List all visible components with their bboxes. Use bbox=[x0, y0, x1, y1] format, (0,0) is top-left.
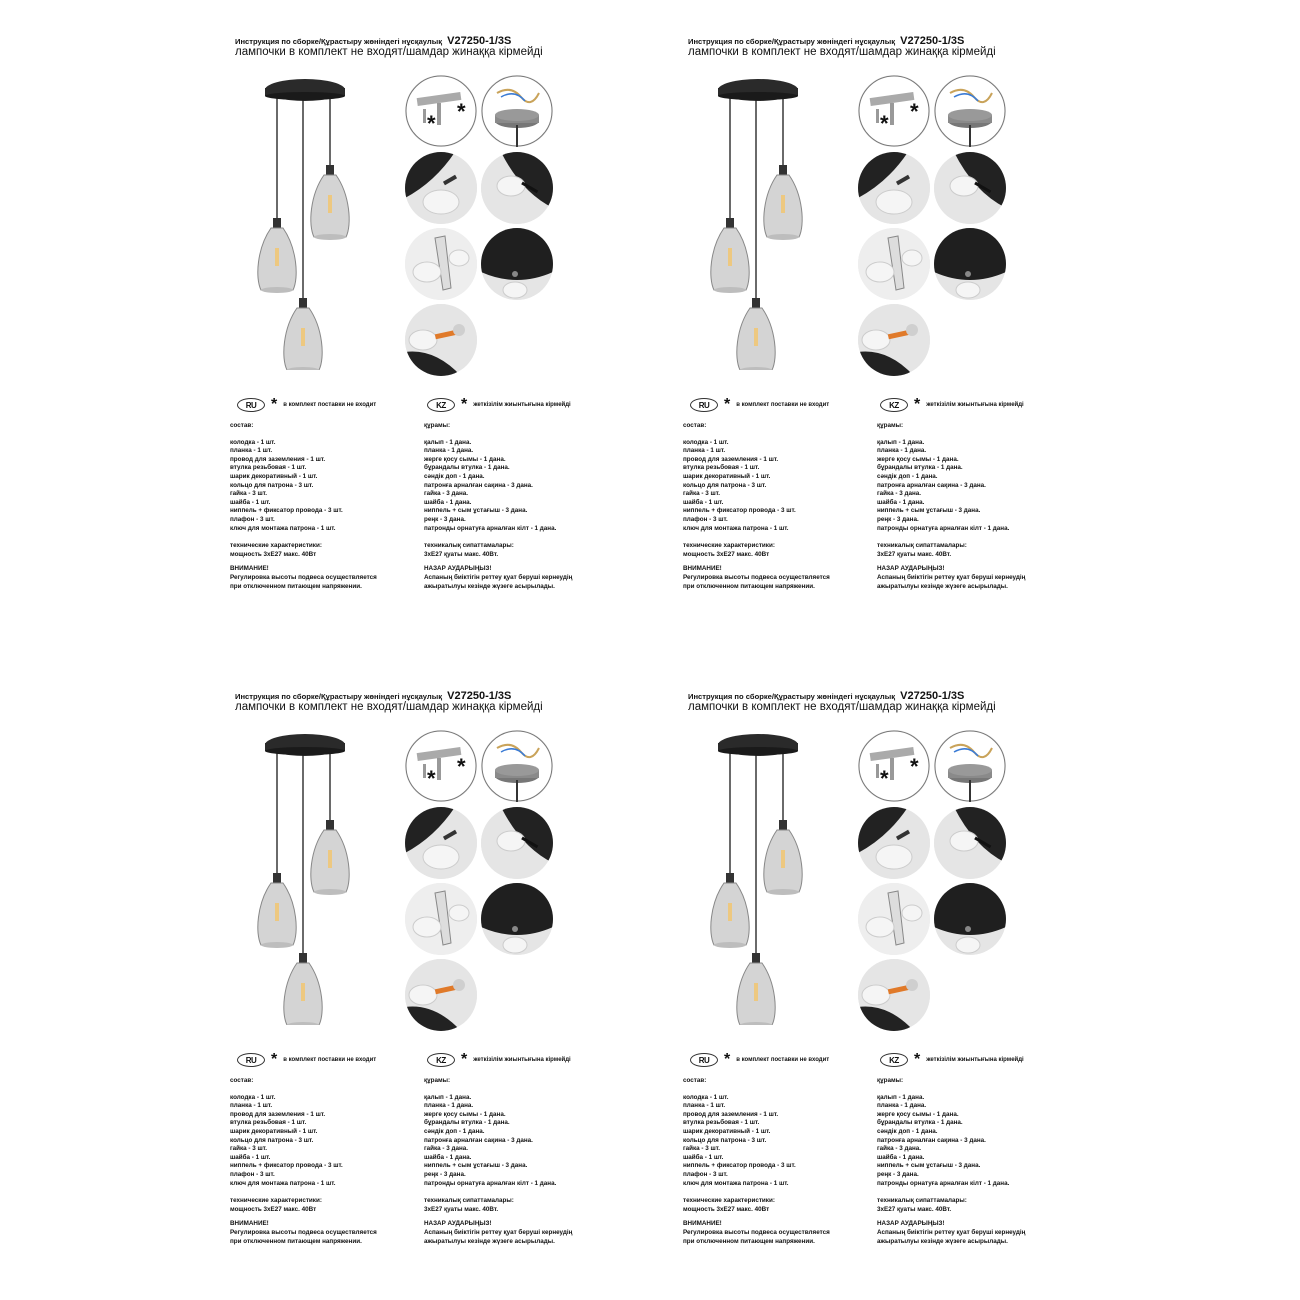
list-item: планка - 1 дана. bbox=[424, 1102, 474, 1110]
list-item: қалып - 1 дана. bbox=[877, 1093, 925, 1101]
ru-specs-value: мощность 3хЕ27 макс. 40Вт bbox=[230, 550, 317, 558]
hand-assembly-photo bbox=[481, 883, 553, 955]
mounting-bracket-icon bbox=[405, 730, 477, 802]
list-item: гайка - 3 шт. bbox=[230, 1145, 268, 1153]
list-item: жерге қосу сымы - 1 дана. bbox=[424, 1110, 506, 1118]
hand-assembly-photo bbox=[405, 959, 477, 1031]
list-item: колодка - 1 шт. bbox=[683, 438, 729, 446]
ru-header bbox=[690, 1053, 829, 1067]
list-item: қалып - 1 дана. bbox=[424, 1093, 472, 1101]
list-item: жерге қосу сымы - 1 дана. bbox=[877, 1110, 959, 1118]
kz-column bbox=[424, 422, 572, 591]
list-item: гайка - 3 шт. bbox=[683, 490, 721, 498]
ru-specs-label: технические характеристики: bbox=[683, 1197, 775, 1205]
list-item: шайба - 1 шт. bbox=[683, 498, 724, 506]
hand-assembly-photo bbox=[405, 807, 477, 879]
hand-assembly-photo bbox=[934, 807, 1006, 879]
kz-warning-line1: Аспаның биіктігін реттеу қуат беруші кернеудің bbox=[877, 573, 1026, 581]
list-item: провод для заземления - 1 шт. bbox=[683, 1110, 779, 1118]
mounting-bracket-icon bbox=[858, 730, 930, 802]
list-item: сәндік доп - 1 дана. bbox=[424, 472, 485, 480]
svg-text:*: * bbox=[910, 99, 919, 124]
list-item: шайба - 1 дана. bbox=[424, 498, 472, 506]
ceiling-canopy-icon bbox=[481, 730, 553, 802]
list-item: кольцо для патрона - 3 шт. bbox=[230, 481, 314, 489]
hand-assembly-photo bbox=[405, 152, 477, 224]
kz-composition-label: құрамы: bbox=[877, 422, 904, 429]
kz-warning-label: НАЗАР АУДАРЫҢЫЗ! bbox=[424, 565, 492, 573]
kz-column bbox=[877, 422, 1025, 591]
ru-note: в комплект поставки не входит bbox=[736, 1057, 830, 1063]
ru-badge: RU bbox=[690, 1053, 718, 1067]
model-number: V27250-1/3S bbox=[447, 35, 512, 47]
kz-specs-value: 3хЕ27 қуаты макс. 40Вт. bbox=[424, 1205, 499, 1213]
list-item: патронға арналған сақина - 3 дана. bbox=[424, 1136, 533, 1144]
hand-assembly-photo bbox=[934, 228, 1006, 300]
assembly-steps bbox=[405, 730, 561, 1030]
list-item: ключ для монтажа патрона - 1 шт. bbox=[683, 524, 789, 532]
kz-badge: KZ bbox=[880, 398, 908, 412]
list-item: планка - 1 шт. bbox=[683, 1102, 726, 1110]
list-item: провод для заземления - 1 шт. bbox=[230, 455, 326, 463]
list-item: ниппель + фиксатор провода - 3 шт. bbox=[683, 507, 796, 515]
asterisk-icon: * bbox=[914, 396, 921, 413]
asterisk-icon: * bbox=[271, 1051, 278, 1068]
kz-warning-line1: Аспаның биіктігін реттеу қуат беруші кернеудің bbox=[424, 1228, 573, 1236]
list-item: шайба - 1 шт. bbox=[683, 1153, 724, 1161]
title-text: Инструкция по сборке/Құрастыру жөніндегі нұсқаулық bbox=[688, 692, 896, 701]
ru-items bbox=[230, 1094, 377, 1189]
list-item: шайба - 1 дана. bbox=[877, 498, 925, 506]
list-item: плафон - 3 шт. bbox=[230, 515, 275, 523]
list-item: втулка резьбовая - 1 шт. bbox=[683, 464, 760, 472]
list-item: гайка - 3 шт. bbox=[230, 490, 268, 498]
model-number: V27250-1/3S bbox=[447, 690, 512, 702]
instruction-sheet bbox=[195, 655, 635, 1255]
hand-assembly-photo bbox=[858, 304, 930, 376]
ru-badge: RU bbox=[690, 398, 718, 412]
list-item: планка - 1 шт. bbox=[683, 447, 726, 455]
kz-warning-line2: ажыратылуы кезінде жүзеге асырылады. bbox=[424, 582, 555, 590]
kz-badge: KZ bbox=[880, 1053, 908, 1067]
list-item: қалып - 1 дана. bbox=[877, 438, 925, 446]
kz-composition-label: құрамы: bbox=[424, 1077, 451, 1084]
ru-composition-label: состав: bbox=[230, 422, 254, 429]
assembly-steps bbox=[405, 75, 561, 375]
hand-assembly-photo bbox=[405, 883, 477, 955]
list-item: ниппель + сым ұстағыш - 3 дана. bbox=[424, 507, 528, 515]
list-item: сәндік доп - 1 дана. bbox=[877, 472, 938, 480]
hand-assembly-photo bbox=[858, 959, 930, 1031]
list-item: ниппель + фиксатор провода - 3 шт. bbox=[230, 507, 343, 515]
list-item: шарик декоративный - 1 шт. bbox=[683, 472, 771, 480]
kz-composition-label: құрамы: bbox=[877, 1077, 904, 1084]
list-item: реңк - 3 дана. bbox=[424, 1170, 466, 1178]
asterisk-icon: * bbox=[461, 396, 468, 413]
list-item: патронды орнатуға арналған кілт - 1 дана. bbox=[424, 524, 557, 532]
sheet-subtitle: лампочки в комплект не входят/шамдар жинаққа кірмейді bbox=[235, 701, 543, 713]
list-item: шайба - 1 шт. bbox=[230, 1153, 271, 1161]
hand-assembly-photo bbox=[858, 152, 930, 224]
list-item: шайба - 1 дана. bbox=[424, 1153, 472, 1161]
list-item: планка - 1 шт. bbox=[230, 1102, 273, 1110]
list-item: планка - 1 шт. bbox=[230, 447, 273, 455]
list-item: кольцо для патрона - 3 шт. bbox=[683, 481, 767, 489]
ru-warning-label: ВНИМАНИЕ! bbox=[683, 1220, 722, 1228]
list-item: провод для заземления - 1 шт. bbox=[230, 1110, 326, 1118]
kz-composition-label: құрамы: bbox=[424, 422, 451, 429]
list-item: патронға арналған сақина - 3 дана. bbox=[877, 1136, 986, 1144]
kz-items bbox=[424, 1094, 572, 1189]
list-item: реңк - 3 дана. bbox=[424, 515, 466, 523]
list-item: реңк - 3 дана. bbox=[877, 1170, 919, 1178]
hand-assembly-photo bbox=[858, 883, 930, 955]
list-item: бұрандалы втулка - 1 дана. bbox=[424, 464, 510, 472]
kz-note: жеткізілім жиынтығына кірмейді bbox=[926, 402, 1024, 408]
ru-header bbox=[237, 1053, 376, 1067]
list-item: қалып - 1 дана. bbox=[424, 438, 472, 446]
ru-warning-line2: при отключенном питающем напряжении. bbox=[683, 1237, 815, 1245]
list-item: гайка - 3 дана. bbox=[424, 1145, 469, 1153]
instruction-sheet bbox=[195, 0, 635, 600]
list-item: шарик декоративный - 1 шт. bbox=[230, 1127, 318, 1135]
asterisk-icon: * bbox=[914, 1051, 921, 1068]
list-item: бұрандалы втулка - 1 дана. bbox=[877, 1119, 963, 1127]
list-item: ниппель + сым ұстағыш - 3 дана. bbox=[877, 1162, 981, 1170]
ru-warning-line2: при отключенном питающем напряжении. bbox=[230, 582, 362, 590]
kz-note: жеткізілім жиынтығына кірмейді bbox=[473, 402, 571, 408]
list-item: шайба - 1 дана. bbox=[877, 1153, 925, 1161]
kz-items bbox=[877, 1094, 1025, 1189]
ceiling-canopy-icon bbox=[934, 730, 1006, 802]
kz-note: жеткізілім жиынтығына кірмейді bbox=[926, 1057, 1024, 1063]
list-item: кольцо для патрона - 3 шт. bbox=[683, 1136, 767, 1144]
sheet-subtitle: лампочки в комплект не входят/шамдар жинаққа кірмейді bbox=[688, 701, 996, 713]
ru-badge: RU bbox=[237, 1053, 265, 1067]
svg-text:*: * bbox=[457, 754, 466, 779]
list-item: патронды орнатуға арналған кілт - 1 дана. bbox=[424, 1179, 557, 1187]
kz-items bbox=[877, 439, 1025, 534]
svg-text:*: * bbox=[910, 754, 919, 779]
kz-warning-line2: ажыратылуы кезінде жүзеге асырылады. bbox=[424, 1237, 555, 1245]
ru-badge: RU bbox=[237, 398, 265, 412]
title-text: Инструкция по сборке/Құрастыру жөніндегі нұсқаулық bbox=[688, 37, 896, 46]
pendant-lamp-drawing bbox=[708, 725, 808, 1025]
list-item: ниппель + сым ұстағыш - 3 дана. bbox=[424, 1162, 528, 1170]
list-item: колодка - 1 шт. bbox=[683, 1093, 729, 1101]
list-item: плафон - 3 шт. bbox=[683, 1170, 728, 1178]
list-item: патронды орнатуға арналған кілт - 1 дана. bbox=[877, 524, 1010, 532]
ru-specs-label: технические характеристики: bbox=[683, 542, 775, 550]
kz-header bbox=[427, 1053, 571, 1067]
list-item: втулка резьбовая - 1 шт. bbox=[230, 464, 307, 472]
list-item: реңк - 3 дана. bbox=[877, 515, 919, 523]
hand-assembly-photo bbox=[481, 152, 553, 224]
ru-specs-label: технические характеристики: bbox=[230, 542, 322, 550]
kz-specs-value: 3хЕ27 қуаты макс. 40Вт. bbox=[877, 550, 952, 558]
kz-warning-label: НАЗАР АУДАРЫҢЫЗ! bbox=[424, 1220, 492, 1228]
list-item: кольцо для патрона - 3 шт. bbox=[230, 1136, 314, 1144]
hand-assembly-photo bbox=[934, 152, 1006, 224]
ceiling-canopy-icon bbox=[934, 75, 1006, 147]
kz-header bbox=[427, 398, 571, 412]
ru-column bbox=[230, 422, 377, 591]
svg-text:*: * bbox=[880, 111, 889, 136]
list-item: планка - 1 дана. bbox=[877, 447, 927, 455]
list-item: ключ для монтажа патрона - 1 шт. bbox=[230, 524, 336, 532]
kz-warning-line2: ажыратылуы кезінде жүзеге асырылады. bbox=[877, 1237, 1008, 1245]
kz-header bbox=[880, 398, 1024, 412]
kz-badge: KZ bbox=[427, 1053, 455, 1067]
list-item: втулка резьбовая - 1 шт. bbox=[683, 1119, 760, 1127]
kz-warning-label: НАЗАР АУДАРЫҢЫЗ! bbox=[877, 565, 945, 573]
kz-warning-label: НАЗАР АУДАРЫҢЫЗ! bbox=[877, 1220, 945, 1228]
ru-warning-line2: при отключенном питающем напряжении. bbox=[230, 1237, 362, 1245]
ru-items bbox=[683, 1094, 830, 1189]
mounting-bracket-icon bbox=[858, 75, 930, 147]
list-item: гайка - 3 дана. bbox=[424, 490, 469, 498]
asterisk-icon: * bbox=[461, 1051, 468, 1068]
ru-warning-line1: Регулировка высоты подвеса осуществляется bbox=[230, 573, 377, 581]
svg-text:*: * bbox=[427, 111, 436, 136]
assembly-steps bbox=[858, 75, 1014, 375]
ru-warning-line1: Регулировка высоты подвеса осуществляется bbox=[683, 1228, 830, 1236]
svg-text:*: * bbox=[457, 99, 466, 124]
svg-text:*: * bbox=[427, 766, 436, 791]
list-item: ниппель + фиксатор провода - 3 шт. bbox=[230, 1162, 343, 1170]
list-item: плафон - 3 шт. bbox=[683, 515, 728, 523]
list-item: ключ для монтажа патрона - 1 шт. bbox=[683, 1179, 789, 1187]
list-item: сәндік доп - 1 дана. bbox=[424, 1127, 485, 1135]
svg-text:*: * bbox=[880, 766, 889, 791]
kz-specs-label: техникалық сипаттамалары: bbox=[424, 1197, 514, 1205]
kz-badge: KZ bbox=[427, 398, 455, 412]
pendant-lamp-drawing bbox=[255, 725, 355, 1025]
assembly-steps bbox=[858, 730, 1014, 1030]
ru-warning-line2: при отключенном питающем напряжении. bbox=[683, 582, 815, 590]
hand-assembly-photo bbox=[405, 228, 477, 300]
ru-items bbox=[683, 439, 830, 534]
ru-note: в комплект поставки не входит bbox=[736, 402, 830, 408]
ru-warning-label: ВНИМАНИЕ! bbox=[230, 565, 269, 573]
list-item: бұрандалы втулка - 1 дана. bbox=[877, 464, 963, 472]
kz-items bbox=[424, 439, 572, 534]
hand-assembly-photo bbox=[405, 304, 477, 376]
model-number: V27250-1/3S bbox=[900, 690, 965, 702]
hand-assembly-photo bbox=[934, 883, 1006, 955]
kz-column bbox=[424, 1077, 572, 1246]
list-item: провод для заземления - 1 шт. bbox=[683, 455, 779, 463]
kz-specs-label: техникалық сипаттамалары: bbox=[877, 1197, 967, 1205]
ru-warning-line1: Регулировка высоты подвеса осуществляется bbox=[230, 1228, 377, 1236]
ru-specs-value: мощность 3хЕ27 макс. 40Вт bbox=[683, 550, 770, 558]
kz-specs-label: техникалық сипаттамалары: bbox=[424, 542, 514, 550]
list-item: патронды орнатуға арналған кілт - 1 дана. bbox=[877, 1179, 1010, 1187]
ru-note: в комплект поставки не входит bbox=[283, 1057, 377, 1063]
list-item: гайка - 3 шт. bbox=[683, 1145, 721, 1153]
list-item: планка - 1 дана. bbox=[877, 1102, 927, 1110]
ru-warning-label: ВНИМАНИЕ! bbox=[683, 565, 722, 573]
kz-warning-line2: ажыратылуы кезінде жүзеге асырылады. bbox=[877, 582, 1008, 590]
asterisk-icon: * bbox=[271, 396, 278, 413]
title-text: Инструкция по сборке/Құрастыру жөніндегі нұсқаулық bbox=[235, 692, 443, 701]
list-item: жерге қосу сымы - 1 дана. bbox=[877, 455, 959, 463]
kz-note: жеткізілім жиынтығына кірмейді bbox=[473, 1057, 571, 1063]
ru-specs-value: мощность 3хЕ27 макс. 40Вт bbox=[683, 1205, 770, 1213]
ru-header bbox=[690, 398, 829, 412]
list-item: шайба - 1 шт. bbox=[230, 498, 271, 506]
pendant-lamp-drawing bbox=[255, 70, 355, 370]
list-item: плафон - 3 шт. bbox=[230, 1170, 275, 1178]
list-item: втулка резьбовая - 1 шт. bbox=[230, 1119, 307, 1127]
ru-composition-label: состав: bbox=[683, 422, 707, 429]
list-item: гайка - 3 дана. bbox=[877, 1145, 922, 1153]
sheet-subtitle: лампочки в комплект не входят/шамдар жинаққа кірмейді bbox=[235, 46, 543, 58]
list-item: ниппель + сым ұстағыш - 3 дана. bbox=[877, 507, 981, 515]
title-text: Инструкция по сборке/Құрастыру жөніндегі нұсқаулық bbox=[235, 37, 443, 46]
ru-header bbox=[237, 398, 376, 412]
list-item: сәндік доп - 1 дана. bbox=[877, 1127, 938, 1135]
hand-assembly-photo bbox=[481, 228, 553, 300]
list-item: бұрандалы втулка - 1 дана. bbox=[424, 1119, 510, 1127]
list-item: патронға арналған сақина - 3 дана. bbox=[424, 481, 533, 489]
instruction-sheet bbox=[648, 0, 1088, 600]
kz-specs-value: 3хЕ27 қуаты макс. 40Вт. bbox=[877, 1205, 952, 1213]
list-item: колодка - 1 шт. bbox=[230, 438, 276, 446]
list-item: колодка - 1 шт. bbox=[230, 1093, 276, 1101]
kz-specs-value: 3хЕ27 қуаты макс. 40Вт. bbox=[424, 550, 499, 558]
list-item: патронға арналған сақина - 3 дана. bbox=[877, 481, 986, 489]
ru-column bbox=[230, 1077, 377, 1246]
mounting-bracket-icon bbox=[405, 75, 477, 147]
list-item: шарик декоративный - 1 шт. bbox=[230, 472, 318, 480]
hand-assembly-photo bbox=[481, 807, 553, 879]
ru-column bbox=[683, 1077, 830, 1246]
list-item: планка - 1 дана. bbox=[424, 447, 474, 455]
kz-warning-line1: Аспаның биіктігін реттеу қуат беруші кернеудің bbox=[877, 1228, 1026, 1236]
ru-note: в комплект поставки не входит bbox=[283, 402, 377, 408]
ru-composition-label: состав: bbox=[683, 1077, 707, 1084]
asterisk-icon: * bbox=[724, 396, 731, 413]
sheet-subtitle: лампочки в комплект не входят/шамдар жинаққа кірмейді bbox=[688, 46, 996, 58]
kz-specs-label: техникалық сипаттамалары: bbox=[877, 542, 967, 550]
list-item: ниппель + фиксатор провода - 3 шт. bbox=[683, 1162, 796, 1170]
ru-warning-line1: Регулировка высоты подвеса осуществляется bbox=[683, 573, 830, 581]
kz-column bbox=[877, 1077, 1025, 1246]
pendant-lamp-drawing bbox=[708, 70, 808, 370]
list-item: шарик декоративный - 1 шт. bbox=[683, 1127, 771, 1135]
hand-assembly-photo bbox=[858, 228, 930, 300]
ru-warning-label: ВНИМАНИЕ! bbox=[230, 1220, 269, 1228]
ru-column bbox=[683, 422, 830, 591]
ru-specs-value: мощность 3хЕ27 макс. 40Вт bbox=[230, 1205, 317, 1213]
ru-composition-label: состав: bbox=[230, 1077, 254, 1084]
kz-header bbox=[880, 1053, 1024, 1067]
asterisk-icon: * bbox=[724, 1051, 731, 1068]
hand-assembly-photo bbox=[858, 807, 930, 879]
model-number: V27250-1/3S bbox=[900, 35, 965, 47]
ru-items bbox=[230, 439, 377, 534]
list-item: ключ для монтажа патрона - 1 шт. bbox=[230, 1179, 336, 1187]
list-item: жерге қосу сымы - 1 дана. bbox=[424, 455, 506, 463]
ceiling-canopy-icon bbox=[481, 75, 553, 147]
ru-specs-label: технические характеристики: bbox=[230, 1197, 322, 1205]
list-item: гайка - 3 дана. bbox=[877, 490, 922, 498]
instruction-sheet bbox=[648, 655, 1088, 1255]
kz-warning-line1: Аспаның биіктігін реттеу қуат беруші кернеудің bbox=[424, 573, 573, 581]
